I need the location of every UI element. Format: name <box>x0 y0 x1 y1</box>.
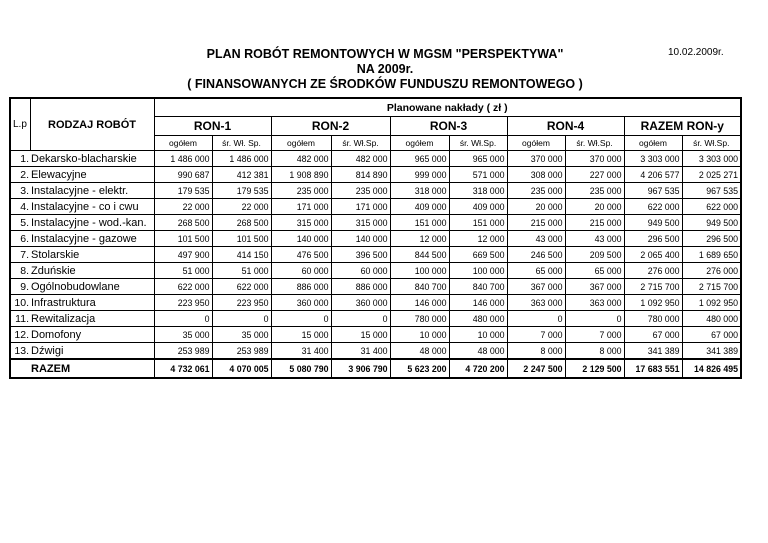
value-cell: 2 065 400 <box>624 247 682 263</box>
table-row <box>10 247 741 263</box>
value-cell: 409 000 <box>449 199 507 215</box>
total-value: 4 720 200 <box>449 359 507 378</box>
row-number: 5. <box>10 215 30 231</box>
value-cell: 622 000 <box>624 199 682 215</box>
value-cell: 276 000 <box>624 263 682 279</box>
report-date: 10.02.2009r. <box>668 47 724 58</box>
value-cell: 296 500 <box>682 231 741 247</box>
work-type: Ogólnobudowlane <box>30 279 154 295</box>
value-cell: 967 535 <box>624 183 682 199</box>
value-cell: 2 715 700 <box>682 279 741 295</box>
table-row <box>10 311 741 327</box>
value-cell: 7 000 <box>565 327 624 343</box>
value-cell: 409 000 <box>390 199 449 215</box>
value-cell: 622 000 <box>212 279 271 295</box>
subheader-9: ogółem <box>624 136 682 151</box>
value-cell: 363 000 <box>565 295 624 311</box>
value-cell: 1 092 950 <box>624 295 682 311</box>
report-subtitle: ( FINANSOWANYCH ZE ŚRODKÓW FUNDUSZU REMONTOWEGO ) <box>187 77 583 91</box>
value-cell: 101 500 <box>212 231 271 247</box>
work-type: Instalacyjne - elektr. <box>30 183 154 199</box>
value-cell: 2 025 271 <box>682 167 741 183</box>
value-cell: 360 000 <box>331 295 390 311</box>
value-cell: 341 389 <box>624 343 682 360</box>
total-value: 2 129 500 <box>565 359 624 378</box>
work-type: Domofony <box>30 327 154 343</box>
value-cell: 101 500 <box>154 231 212 247</box>
value-cell: 414 150 <box>212 247 271 263</box>
value-cell: 215 000 <box>565 215 624 231</box>
row-number: 12. <box>10 327 30 343</box>
value-cell: 1 908 890 <box>271 167 331 183</box>
value-cell: 363 000 <box>507 295 565 311</box>
value-cell: 146 000 <box>390 295 449 311</box>
value-cell: 780 000 <box>390 311 449 327</box>
type-header: RODZAJ ROBÓT <box>30 98 154 151</box>
value-cell: 318 000 <box>449 183 507 199</box>
value-cell: 949 500 <box>624 215 682 231</box>
value-cell: 60 000 <box>271 263 331 279</box>
value-cell: 215 000 <box>507 215 565 231</box>
value-cell: 65 000 <box>565 263 624 279</box>
value-cell: 482 000 <box>271 151 331 167</box>
row-number: 7. <box>10 247 30 263</box>
value-cell: 949 500 <box>682 215 741 231</box>
value-cell: 840 700 <box>390 279 449 295</box>
value-cell: 60 000 <box>331 263 390 279</box>
value-cell: 235 000 <box>565 183 624 199</box>
total-value: 4 070 005 <box>212 359 271 378</box>
value-cell: 370 000 <box>565 151 624 167</box>
total-value: 5 623 200 <box>390 359 449 378</box>
value-cell: 4 206 577 <box>624 167 682 183</box>
value-cell: 15 000 <box>271 327 331 343</box>
value-cell: 48 000 <box>449 343 507 360</box>
table-row <box>10 279 741 295</box>
value-cell: 967 535 <box>682 183 741 199</box>
subheader-10: śr. Wł.Sp. <box>682 136 741 151</box>
table-row <box>10 327 741 343</box>
value-cell: 67 000 <box>682 327 741 343</box>
value-cell: 223 950 <box>212 295 271 311</box>
planned-header: Planowane nakłady ( zł ) <box>154 98 741 117</box>
value-cell: 20 000 <box>565 199 624 215</box>
work-type: Rewitalizacja <box>30 311 154 327</box>
table-row <box>10 295 741 311</box>
value-cell: 360 000 <box>271 295 331 311</box>
value-cell: 253 989 <box>154 343 212 360</box>
value-cell: 886 000 <box>331 279 390 295</box>
subheader-6: śr. Wł.Sp. <box>449 136 507 151</box>
value-cell: 622 000 <box>154 279 212 295</box>
value-cell: 315 000 <box>331 215 390 231</box>
value-cell: 253 989 <box>212 343 271 360</box>
value-cell: 0 <box>565 311 624 327</box>
value-cell: 171 000 <box>271 199 331 215</box>
value-cell: 367 000 <box>565 279 624 295</box>
value-cell: 140 000 <box>271 231 331 247</box>
value-cell: 3 303 000 <box>624 151 682 167</box>
value-cell: 10 000 <box>390 327 449 343</box>
value-cell: 0 <box>154 311 212 327</box>
row-number: 4. <box>10 199 30 215</box>
value-cell: 276 000 <box>682 263 741 279</box>
value-cell: 140 000 <box>331 231 390 247</box>
group-header-1: RON-1 <box>154 117 271 136</box>
value-cell: 1 486 000 <box>154 151 212 167</box>
value-cell: 480 000 <box>682 311 741 327</box>
value-cell: 844 500 <box>390 247 449 263</box>
table-row <box>10 167 741 183</box>
value-cell: 999 000 <box>390 167 449 183</box>
subheader-8: śr. Wł.Sp. <box>565 136 624 151</box>
value-cell: 22 000 <box>212 199 271 215</box>
value-cell: 151 000 <box>449 215 507 231</box>
value-cell: 67 000 <box>624 327 682 343</box>
value-cell: 179 535 <box>212 183 271 199</box>
row-number: 3. <box>10 183 30 199</box>
value-cell: 308 000 <box>507 167 565 183</box>
work-type: Zduńskie <box>30 263 154 279</box>
lp-header: L.p <box>10 98 30 151</box>
value-cell: 146 000 <box>449 295 507 311</box>
group-header-4: RON-4 <box>507 117 624 136</box>
value-cell: 268 500 <box>154 215 212 231</box>
work-type: Stolarskie <box>30 247 154 263</box>
value-cell: 8 000 <box>507 343 565 360</box>
value-cell: 412 381 <box>212 167 271 183</box>
row-number: 6. <box>10 231 30 247</box>
value-cell: 48 000 <box>390 343 449 360</box>
table-row <box>10 263 741 279</box>
row-number: 8. <box>10 263 30 279</box>
row-number: 2. <box>10 167 30 183</box>
row-number: 11. <box>10 311 30 327</box>
value-cell: 480 000 <box>449 311 507 327</box>
total-value: 2 247 500 <box>507 359 565 378</box>
value-cell: 43 000 <box>565 231 624 247</box>
table-row <box>10 151 741 167</box>
value-cell: 35 000 <box>212 327 271 343</box>
value-cell: 171 000 <box>331 199 390 215</box>
value-cell: 151 000 <box>390 215 449 231</box>
value-cell: 315 000 <box>271 215 331 231</box>
subheader-5: ogółem <box>390 136 449 151</box>
value-cell: 12 000 <box>449 231 507 247</box>
value-cell: 43 000 <box>507 231 565 247</box>
group-header-3: RON-3 <box>390 117 507 136</box>
value-cell: 235 000 <box>271 183 331 199</box>
work-type: Instalacyjne - wod.-kan. <box>30 215 154 231</box>
work-type: Infrastruktura <box>30 295 154 311</box>
value-cell: 482 000 <box>331 151 390 167</box>
value-cell: 990 687 <box>154 167 212 183</box>
subheader-1: ogółem <box>154 136 212 151</box>
group-header-2: RON-2 <box>271 117 390 136</box>
total-label: RAZEM <box>10 359 154 378</box>
table-row <box>10 215 741 231</box>
value-cell: 296 500 <box>624 231 682 247</box>
work-type: Dekarsko-blacharskie <box>30 151 154 167</box>
report-year: NA 2009r. <box>356 62 414 76</box>
report-title: PLAN ROBÓT REMONTOWYCH W MGSM "PERSPEKTYWA" <box>206 47 564 61</box>
table-row <box>10 183 741 199</box>
value-cell: 20 000 <box>507 199 565 215</box>
value-cell: 396 500 <box>331 247 390 263</box>
value-cell: 227 000 <box>565 167 624 183</box>
subheader-3: ogółem <box>271 136 331 151</box>
value-cell: 2 715 700 <box>624 279 682 295</box>
value-cell: 0 <box>331 311 390 327</box>
value-cell: 100 000 <box>390 263 449 279</box>
table-row <box>10 231 741 247</box>
value-cell: 571 000 <box>449 167 507 183</box>
work-type: Elewacyjne <box>30 167 154 183</box>
work-type: Dźwigi <box>30 343 154 360</box>
value-cell: 179 535 <box>154 183 212 199</box>
total-value: 4 732 061 <box>154 359 212 378</box>
value-cell: 31 400 <box>331 343 390 360</box>
value-cell: 0 <box>212 311 271 327</box>
value-cell: 1 486 000 <box>212 151 271 167</box>
value-cell: 235 000 <box>507 183 565 199</box>
value-cell: 0 <box>507 311 565 327</box>
table-row <box>10 199 741 215</box>
value-cell: 235 000 <box>331 183 390 199</box>
row-number: 9. <box>10 279 30 295</box>
total-value: 17 683 551 <box>624 359 682 378</box>
value-cell: 223 950 <box>154 295 212 311</box>
value-cell: 341 389 <box>682 343 741 360</box>
value-cell: 15 000 <box>331 327 390 343</box>
total-value: 3 906 790 <box>331 359 390 378</box>
value-cell: 1 092 950 <box>682 295 741 311</box>
work-type: Instalacyjne - gazowe <box>30 231 154 247</box>
value-cell: 12 000 <box>390 231 449 247</box>
value-cell: 22 000 <box>154 199 212 215</box>
value-cell: 965 000 <box>390 151 449 167</box>
value-cell: 965 000 <box>449 151 507 167</box>
value-cell: 31 400 <box>271 343 331 360</box>
value-cell: 476 500 <box>271 247 331 263</box>
value-cell: 622 000 <box>682 199 741 215</box>
subheader-4: śr. Wł.Sp. <box>331 136 390 151</box>
value-cell: 51 000 <box>212 263 271 279</box>
value-cell: 814 890 <box>331 167 390 183</box>
total-row <box>10 359 741 378</box>
total-value: 14 826 495 <box>682 359 741 378</box>
value-cell: 886 000 <box>271 279 331 295</box>
value-cell: 65 000 <box>507 263 565 279</box>
value-cell: 3 303 000 <box>682 151 741 167</box>
value-cell: 840 700 <box>449 279 507 295</box>
row-number: 1. <box>10 151 30 167</box>
value-cell: 35 000 <box>154 327 212 343</box>
total-value: 5 080 790 <box>271 359 331 378</box>
value-cell: 497 900 <box>154 247 212 263</box>
value-cell: 780 000 <box>624 311 682 327</box>
value-cell: 51 000 <box>154 263 212 279</box>
repair-plan-table <box>9 97 742 379</box>
work-type: Instalacyjne - co i cwu <box>30 199 154 215</box>
value-cell: 246 500 <box>507 247 565 263</box>
value-cell: 367 000 <box>507 279 565 295</box>
subheader-7: ogółem <box>507 136 565 151</box>
value-cell: 10 000 <box>449 327 507 343</box>
group-header-5: RAZEM RON-y <box>624 117 741 136</box>
value-cell: 8 000 <box>565 343 624 360</box>
value-cell: 0 <box>271 311 331 327</box>
value-cell: 370 000 <box>507 151 565 167</box>
value-cell: 209 500 <box>565 247 624 263</box>
row-number: 13. <box>10 343 30 360</box>
value-cell: 669 500 <box>449 247 507 263</box>
value-cell: 7 000 <box>507 327 565 343</box>
subheader-2: śr. Wł. Sp. <box>212 136 271 151</box>
value-cell: 1 689 650 <box>682 247 741 263</box>
value-cell: 268 500 <box>212 215 271 231</box>
row-number: 10. <box>10 295 30 311</box>
value-cell: 318 000 <box>390 183 449 199</box>
table-row <box>10 343 741 360</box>
value-cell: 100 000 <box>449 263 507 279</box>
